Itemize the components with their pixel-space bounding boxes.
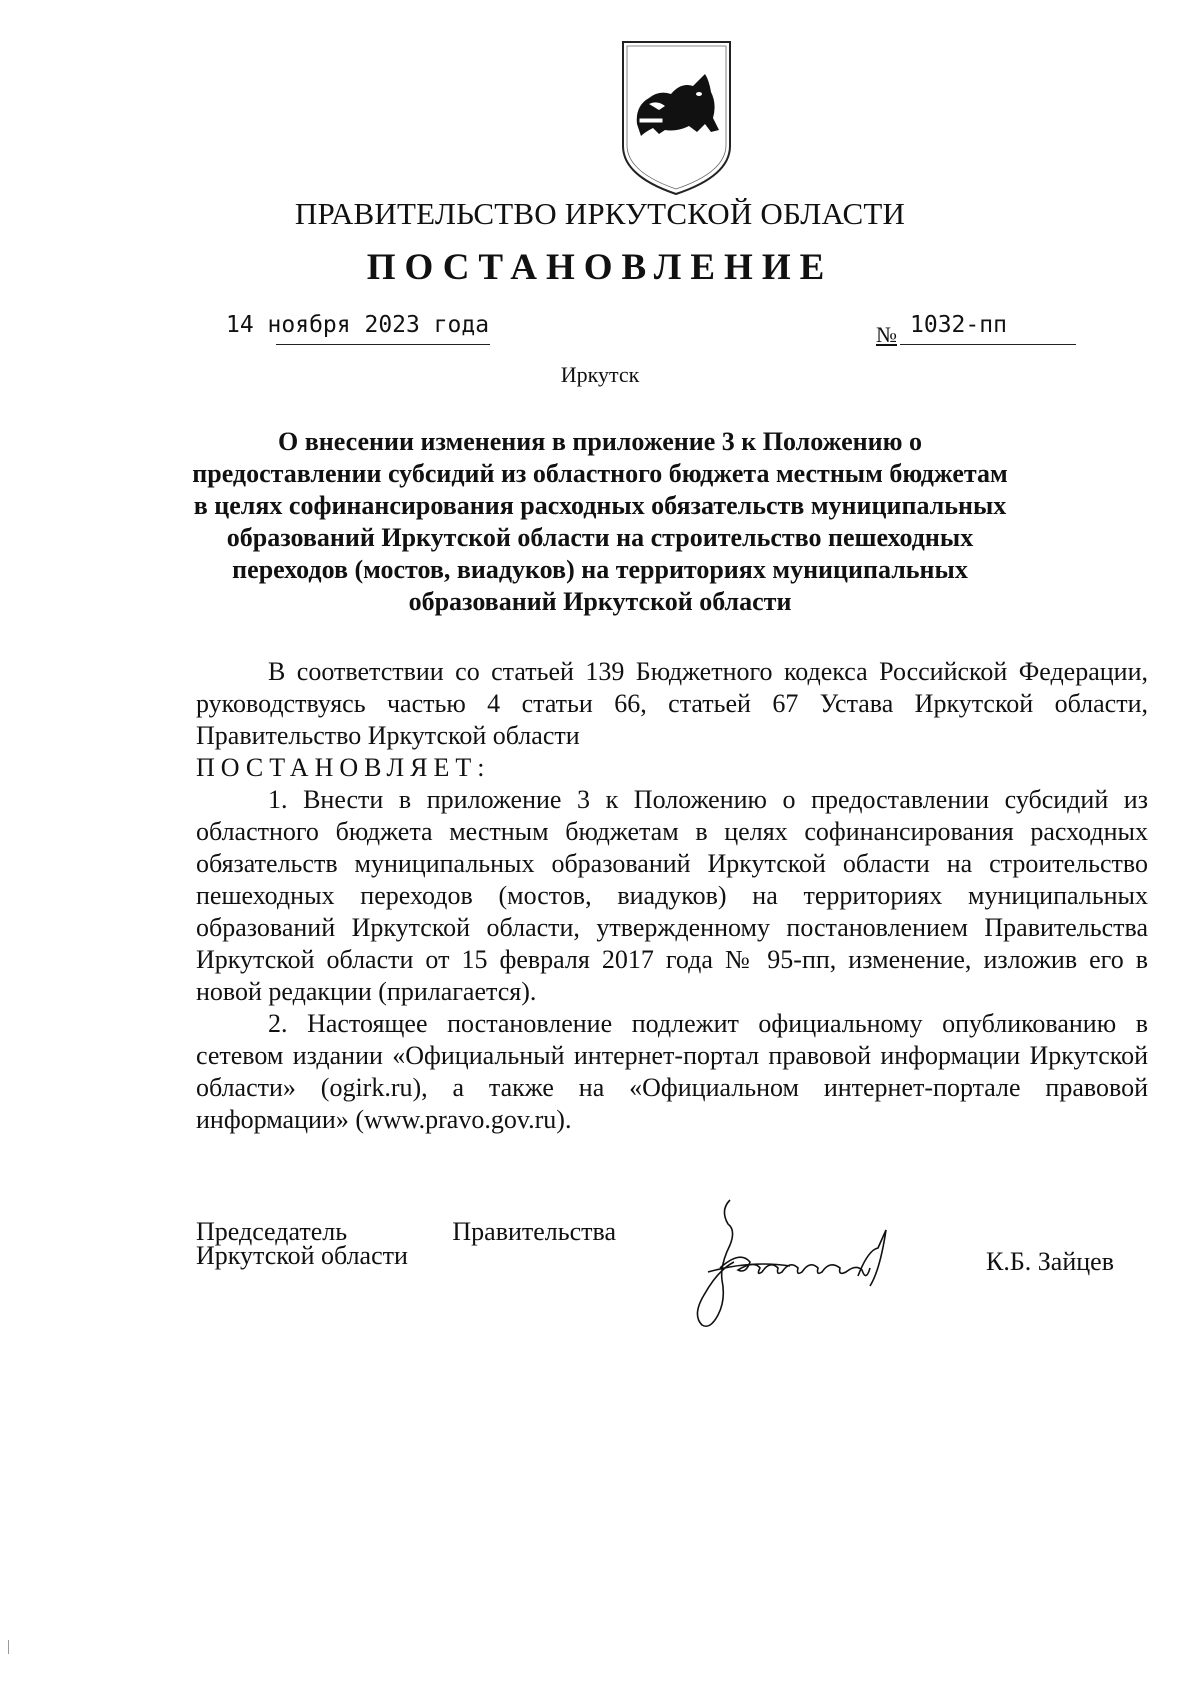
handwritten-signature bbox=[690, 1190, 960, 1340]
signatory-position bbox=[196, 1217, 616, 1270]
document-type: ПОСТАНОВЛЕНИЕ bbox=[366, 247, 834, 288]
signatory-name: К.Б. Зайцев bbox=[986, 1247, 1114, 1276]
number-sign: № bbox=[876, 322, 897, 347]
resolution-item: 2. Настоящее постановление подлежит официальному опубликованию в сетевом издании «Официальный интернет-портал правовой информации Иркутской области» (ogirk.ru), а также на «Официальном интернет-портале правовой информации» (www.pravo.gov.ru). bbox=[196, 1009, 1148, 1134]
coat-of-arms-emblem bbox=[619, 38, 734, 198]
preamble-paragraph: В соответствии со статьей 139 Бюджетного кодекса Российской Федерации, руководствуясь частью 4 статьи 66, статьей 67 Устава Иркутской области, Правительство Иркутской области bbox=[196, 657, 1148, 750]
scan-margin-mark bbox=[8, 1640, 9, 1654]
position-word-2: Правительства bbox=[452, 1217, 616, 1246]
organization-name: ПРАВИТЕЛЬСТВО ИРКУТСКОЙ ОБЛАСТИ bbox=[294, 196, 906, 231]
document-date: 14 ноября 2023 года bbox=[226, 312, 490, 338]
resolution-items bbox=[196, 784, 1148, 1136]
city: Иркутск bbox=[560, 362, 640, 387]
position-word-1: Председатель bbox=[196, 1217, 348, 1246]
date-underline bbox=[276, 344, 490, 345]
document-number: 1032-пп bbox=[910, 312, 1007, 338]
resolves-heading: ПОСТАНОВЛЯЕТ: bbox=[196, 753, 491, 782]
number-underline bbox=[900, 344, 1076, 345]
resolution-item: 1. Внести в приложение 3 к Положению о предоставлении субсидий из областного бюджета местным бюджетам в целях софинансирования расходных обязательств муниципальных образований Иркутской области на строительство пешеходных переходов (мостов, виадуков) на территориях муниципальных образований Иркутской области, утвержденному постановлением Правительства Иркутской области от 15 февраля 2017 года № 95-пп, изменение, изложив его в новой редакции (прилагается). bbox=[196, 785, 1148, 1006]
position-line-2: Иркутской области bbox=[196, 1241, 408, 1270]
document-title: О внесении изменения в приложение 3 к Положению о предоставлении субсидий из областного бюджета местным бюджетам в целях софинансирования расходных обязательств муниципальных образований Иркутской области на строительство пешеходных переходов (мостов, виадуков) на территориях муниципальных образований Иркутской области bbox=[192, 427, 1008, 616]
